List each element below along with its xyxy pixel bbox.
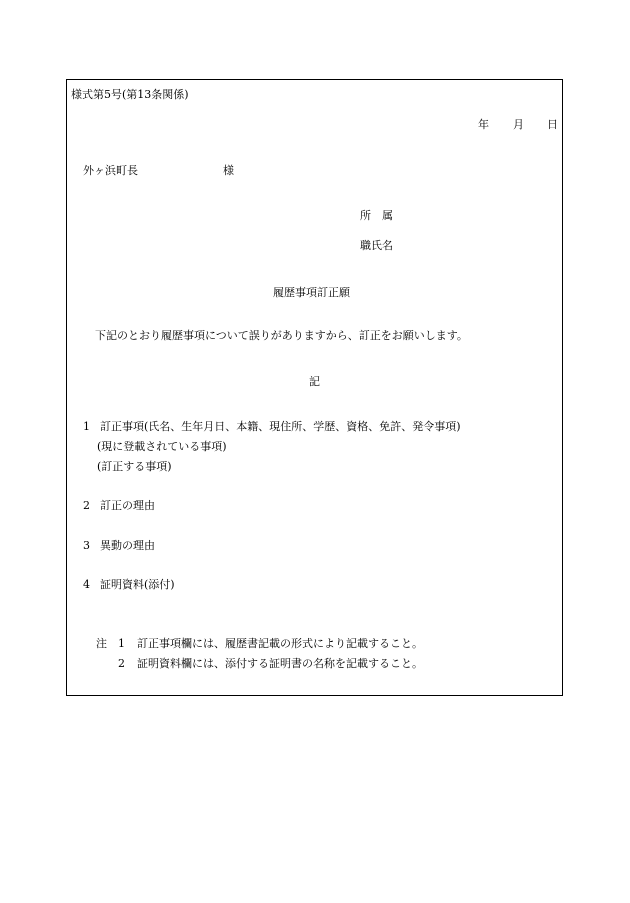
date-year-label: 年 — [478, 118, 489, 131]
date-month-label: 月 — [513, 118, 524, 131]
note-2-text: 証明資料欄には、添付する証明書の名称を記載すること。 — [137, 657, 423, 670]
intro-text: 下記のとおり履歴事項について誤りがありますから、訂正をお願いします。 — [95, 329, 468, 342]
document-title: 履歴事項訂正願 — [273, 286, 350, 299]
item-1-number: 1 — [83, 420, 90, 433]
affiliation-label: 所 属 — [360, 209, 393, 222]
notes-label: 注 — [96, 637, 107, 650]
position-name-label: 職氏名 — [360, 239, 393, 252]
item-2-number: 2 — [83, 499, 90, 512]
note-2-number: 2 — [118, 657, 125, 670]
item-1-sub-corrected: (訂正する事項) — [97, 460, 172, 473]
item-3-number: 3 — [83, 539, 90, 552]
item-1-label: 訂正事項(氏名、生年月日、本籍、現住所、学歴、資格、免許、発令事項) — [100, 420, 461, 433]
form-number: 様式第5号(第13条関係) — [71, 88, 189, 101]
item-3-label: 異動の理由 — [100, 539, 155, 552]
addressee-honorific: 様 — [223, 164, 234, 177]
addressee-name: 外ヶ浜町長 — [83, 164, 138, 177]
item-4-number: 4 — [83, 578, 90, 591]
ki-label: 記 — [309, 375, 320, 388]
item-2-label: 訂正の理由 — [100, 499, 155, 512]
note-1-text: 訂正事項欄には、履歴書記載の形式により記載すること。 — [137, 637, 423, 650]
date-day-label: 日 — [547, 118, 558, 131]
item-4-label: 証明資料(添付) — [100, 578, 175, 591]
note-1-number: 1 — [118, 637, 125, 650]
item-1-sub-current: (現に登載されている事項) — [97, 440, 227, 453]
